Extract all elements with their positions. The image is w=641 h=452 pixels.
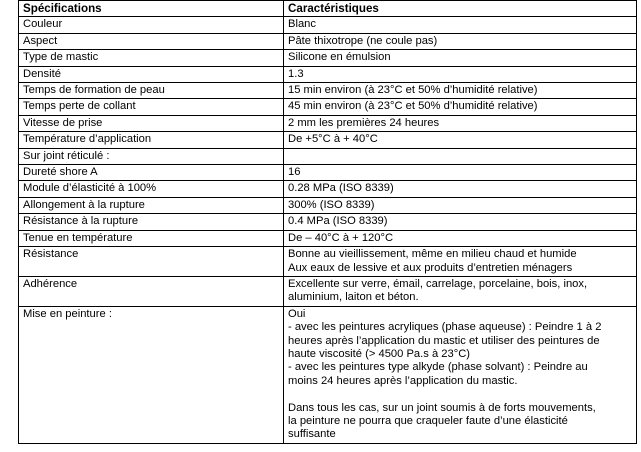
spec-name-cell: Résistance [19,247,284,277]
table-row [19,306,637,443]
spec-value-line: Oui [288,307,306,320]
table-row [19,197,637,213]
spec-value-line: 15 min environ (à 23°C et 50% d’humidité relative) [288,84,538,97]
spec-value-line: - avec les peintures acryliques (phase aqueuse) : Peindre 1 à 2 [288,321,602,334]
spec-name-cell: Vitesse de prise [19,115,284,131]
table-row [19,148,637,164]
spec-name-cell: Temps de formation de peau [19,83,284,99]
spec-value-cell [284,165,637,181]
spec-value-blank-line [288,150,633,163]
spec-name-cell: Tenue en température [19,230,284,246]
spec-name-cell: Mise en peinture : [19,306,284,443]
spec-value-line: 45 min environ (à 23°C et 50% d’humidité relative) [288,100,538,113]
spec-name-cell: Température d’application [19,132,284,148]
spec-value-cell [284,276,637,306]
spec-value-line: 2 mm les premières 24 heures [288,116,440,129]
header-specifications: Spécifications [19,1,284,17]
spec-name-cell: Sur joint réticulé : [19,148,284,164]
table-row [19,83,637,99]
spec-value-line: la peinture ne pourra que craqueler faute d’une élasticité [288,414,568,427]
spec-name-cell: Couleur [19,17,284,33]
spec-value-line: Pâte thixotrope (ne coule pas) [288,34,438,47]
table-row [19,66,637,82]
spec-value-line: 1.3 [288,67,304,80]
header-caracteristiques: Caractéristiques [284,1,637,17]
spec-value-line: 0.4 MPa (ISO 8339) [288,215,388,228]
table-row [19,276,637,306]
spec-value-line: 16 [288,166,301,179]
spec-value-line: Blanc [288,18,316,31]
spec-value-line: haute viscosité (> 4500 Pa.s à 23°C) [288,347,471,360]
spec-value-cell [284,17,637,33]
table-row [19,214,637,230]
spec-value-cell [284,230,637,246]
spec-name-cell: Résistance à la rupture [19,214,284,230]
spec-value-line: suffisante [288,428,336,441]
spec-name-cell: Type de mastic [19,50,284,66]
spec-name-cell: Temps perte de collant [19,99,284,115]
spec-value-cell [284,115,637,131]
spec-value-line: 300% (ISO 8339) [288,198,375,211]
spec-value-line: De +5°C à + 40°C [288,133,378,146]
spec-value-cell [284,247,637,277]
table-row [19,181,637,197]
spec-value-line: Silicone en émulsion [288,51,391,64]
table-row [19,33,637,49]
spec-name-cell: Dureté shore A [19,165,284,181]
table-header-row [19,1,637,17]
spec-value-line: Dans tous les cas, sur un joint soumis à de forts mouvements, [288,401,596,414]
spec-value-line: 0.28 MPa (ISO 8339) [288,182,394,195]
spec-value-cell [284,181,637,197]
table-row [19,165,637,181]
spec-value-cell [284,50,637,66]
spec-value-cell [284,306,637,443]
spec-value-cell [284,148,637,164]
spec-name-cell: Densité [19,66,284,82]
spec-name-cell: Aspect [19,33,284,49]
spec-value-line: - avec les peintures type alkyde (phase solvant) : Peindre au [288,361,588,374]
spec-value-line: heures après l’application du mastic et utiliser des peintures de [288,334,600,347]
spec-value-line: Bonne au vieillissement, même en milieu chaud et humide [288,248,577,261]
spec-value-cell [284,66,637,82]
spec-value-cell [284,132,637,148]
spec-value-cell [284,33,637,49]
spec-value-line: De – 40°C à + 120°C [288,231,394,244]
spec-value-cell [284,99,637,115]
spec-name-cell: Module d’élasticité à 100% [19,181,284,197]
spec-value-blank-line [288,388,633,401]
table-row [19,132,637,148]
table-row [19,50,637,66]
table-row [19,230,637,246]
table-body [19,17,637,443]
spec-name-cell: Allongement à la rupture [19,197,284,213]
spec-value-line: Excellente sur verre, émail, carrelage, porcelaine, bois, inox, [288,277,588,290]
spec-value-cell [284,197,637,213]
spec-value-cell [284,83,637,99]
spec-value-line: moins 24 heures après l’application du mastic. [288,374,518,387]
table-row [19,17,637,33]
specifications-table [18,0,637,444]
spec-value-cell [284,214,637,230]
table-row [19,247,637,277]
spec-value-line: aluminium, laiton et béton. [288,291,419,304]
spec-value-line: Aux eaux de lessive et aux produits d’entretien ménagers [288,261,573,274]
table-row [19,99,637,115]
spec-name-cell: Adhérence [19,276,284,306]
table-row [19,115,637,131]
